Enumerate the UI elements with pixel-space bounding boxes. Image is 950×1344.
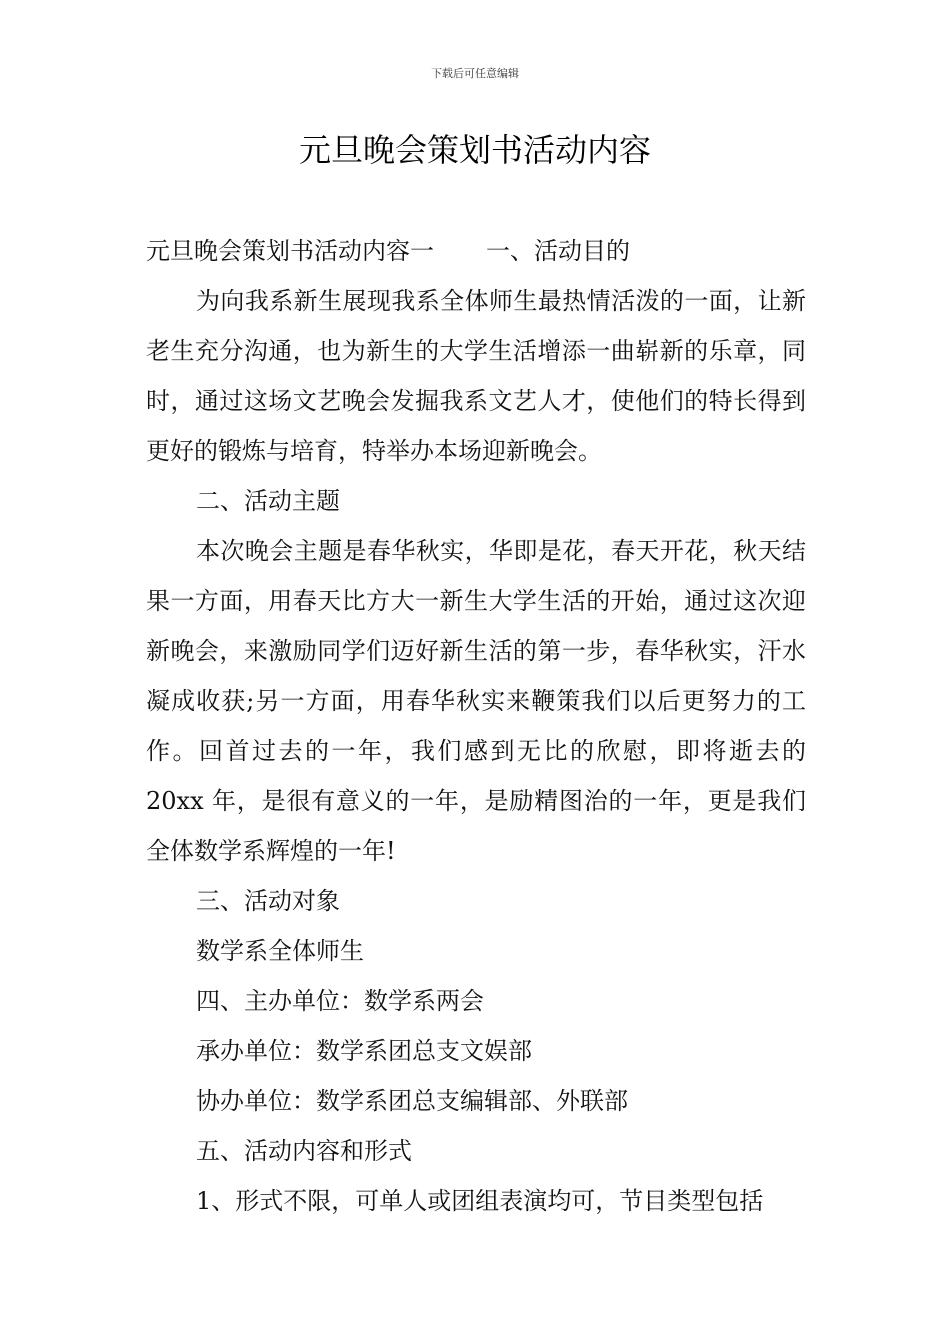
paragraph-host: 四、主办单位：数学系两会 <box>196 987 484 1015</box>
paragraph-organizer: 承办单位：数学系团总支文娱部 <box>196 1037 532 1065</box>
heading-theme: 二、活动主题 <box>196 487 340 515</box>
document-body <box>146 226 806 1226</box>
heading-content-form: 五、活动内容和形式 <box>196 1137 412 1165</box>
header-note: 下载后可任意编辑 <box>431 67 519 80</box>
intro-left: 元旦晚会策划书活动内容一 <box>146 237 434 265</box>
intro-line <box>146 226 806 276</box>
intro-right: 一、活动目的 <box>486 237 630 265</box>
heading-audience: 三、活动对象 <box>196 887 340 915</box>
paragraph-theme: 本次晚会主题是春华秋实，华即是花，春天开花，秋天结果一方面，用春天比方大一新生大学生活的开始，通过这次迎新晚会，来激励同学们迈好新生活的第一步，春华秋实，汗水凝成收获;另一方面，用春华秋实来鞭策我们以后更努力的工作。回首过去的一年，我们感到无比的欣慰，即将逝去的 20xx 年，是很有意义的一年，是励精图治的一年，更是我们全体数学系辉煌的一年! <box>146 537 806 865</box>
paragraph-audience: 数学系全体师生 <box>196 937 364 965</box>
document-title: 元旦晚会策划书活动内容 <box>298 131 651 169</box>
paragraph-co-organizer: 协办单位：数学系团总支编辑部、外联部 <box>196 1087 628 1115</box>
paragraph-form-item-1: 1、形式不限，可单人或团组表演均可，节目类型包括 <box>196 1187 764 1215</box>
paragraph-purpose: 为向我系新生展现我系全体师生最热情活泼的一面，让新老生充分沟通，也为新生的大学生活增添一曲崭新的乐章，同时，通过这场文艺晚会发掘我系文艺人才，使他们的特长得到更好的锻炼与培育，特举办本场迎新晚会。 <box>146 287 806 465</box>
